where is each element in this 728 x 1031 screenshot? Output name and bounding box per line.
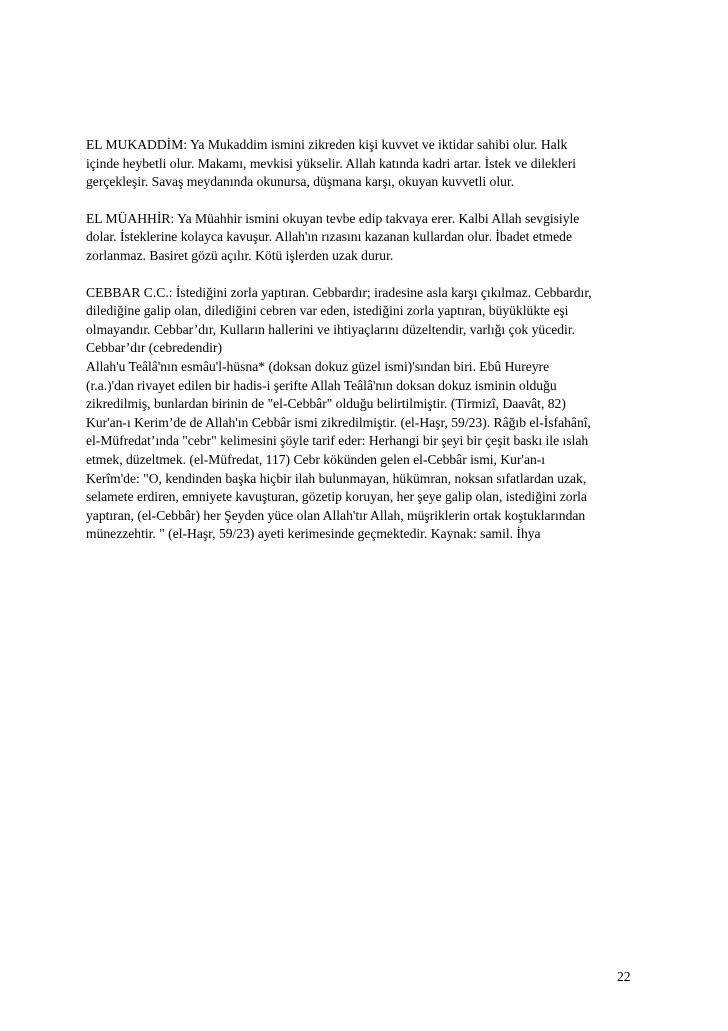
text-line: olmayandır. Cebbar’dır, Kulların hallerini ve ihtiyaçlarını düzeltendir, varlığı çok yücedir. bbox=[86, 321, 576, 337]
text-line: selamete erdiren, emniyete kavuşturan, gözetip koruyan, her şeye galip olan, istediğini zorla bbox=[86, 489, 587, 505]
text-line: (r.a.)'dan rivayet edilen bir hadis-i şerifte Allah Teâlâ'nın doksan dokuz isminin olduğu bbox=[86, 377, 557, 393]
text-line: EL MÜAHHİR: Ya Müahhir ismini okuyan tevbe edip takvaya erer. Kalbi Allah sevgisiyle bbox=[86, 210, 580, 226]
text-line: el-Müfredat’ında "cebr" kelimesini şöyle tarif eder: Herhangi bir şeyi bir çeşit baskı ile ıslah bbox=[86, 433, 589, 449]
page-body bbox=[86, 136, 646, 562]
page-number: 22 bbox=[617, 969, 631, 984]
text-line: Kerîm'de: "O, kendinden başka hiçbir ilah bulunmayan, hükümran, noksan sıfatlardan uzak, bbox=[86, 470, 587, 486]
text-line: etmek, düzeltmek. (el-Müfredat, 117) Cebr kökünden gelen el-Cebbâr ismi, Kur'an-ı bbox=[86, 451, 546, 467]
text-line: CEBBAR C.C.: İstediğini zorla yaptıran. Cebbardır; iradesine asla karşı çıkılmaz. Cebbardır, bbox=[86, 284, 592, 300]
text-line: yaptıran, (el-Cebbâr) her Şeyden yüce olan Allah'tır Allah, müşriklerin ortak koştuklarından bbox=[86, 507, 586, 523]
text-line: Kur'an-ı Kerim’de de Allah'ın Cebbâr ismi zikredilmiştir. (el-Haşr, 59/23). Râğıb el-İsfahânî, bbox=[86, 414, 591, 430]
paragraph-el-muahhir bbox=[86, 210, 646, 266]
text-line: dilediğine galip olan, dilediğini cebren var eden, istediğini zorla yaptıran, büyüklükte eşi bbox=[86, 303, 569, 319]
paragraph-el-mukaddim bbox=[86, 136, 646, 192]
text-line: Allah'u Teâlâ'nın esmâu'l-hüsna* (doksan dokuz güzel ismi)'sından biri. Ebû Hureyre bbox=[86, 358, 550, 374]
text-line: dolar. İsteklerine kolayca kavuşur. Allah'ın rızasını kazanan kullardan olur. İbadet etmede bbox=[86, 229, 572, 245]
text-line: gerçekleşir. Savaş meydanında okunursa, düşmana karşı, okuyan kuvvetli olur. bbox=[86, 174, 515, 190]
text-line: içinde heybetli olur. Makamı, mevkisi yükselir. Allah katında kadri artar. İstek ve dilekleri bbox=[86, 155, 577, 171]
text-line: zikredilmiş, bunlardan birinin de "el-Cebbâr" olduğu belirtilmiştir. (Tirmizî, Daavât, 82) bbox=[86, 396, 566, 412]
text-line: zorlanmaz. Basiret gözü açılır. Kötü işlerden uzak durur. bbox=[86, 247, 394, 263]
paragraph-cebbar bbox=[86, 284, 646, 544]
text-line: Cebbar’dır (cebredendir) bbox=[86, 340, 222, 356]
text-line: münezzehtir. " (el-Haşr, 59/23) ayeti kerimesinde geçmektedir. Kaynak: samil. İhya bbox=[86, 526, 541, 542]
text-line: EL MUKADDİM: Ya Mukaddim ismini zikreden kişi kuvvet ve iktidar sahibi olur. Halk bbox=[86, 137, 568, 152]
